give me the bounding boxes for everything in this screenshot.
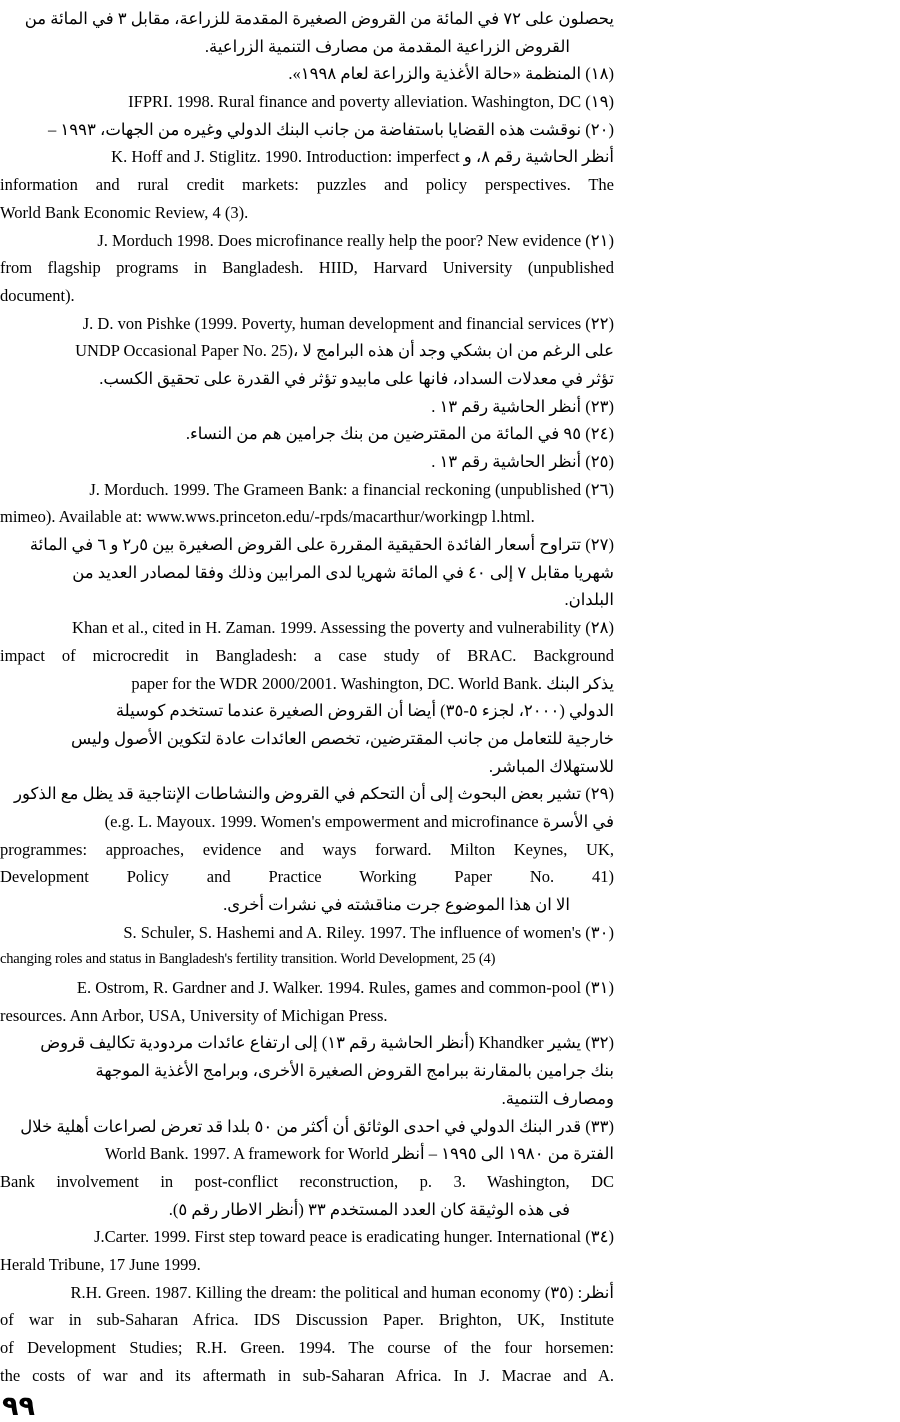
footnote-33: (٣٣) قدر البنك الدولي في احدى الوثائق أن أكثر من ٥٠ بلدا قد تعرض لصراعات أهلية خلال bbox=[20, 1116, 614, 1136]
page-number: ٩٩ bbox=[2, 1391, 35, 1422]
footnote-18: (١٨) المنظمة «حالة الأغذية والزراعة لعام ١٩٩٨». bbox=[288, 64, 614, 84]
text-line: الا ان هذا الموضوع جرت مناقشته في نشرات أخرى. bbox=[223, 895, 570, 914]
text-line: تؤثر في معدلات السداد، فانها على مابيدو تؤثر في القدرة على تحقيق الكسب. bbox=[99, 368, 614, 388]
text-line: ومصارف التنمية. bbox=[501, 1088, 614, 1108]
text-line: resources. Ann Arbor, USA, University of Michigan Press. bbox=[0, 1005, 388, 1025]
text-line: programmes: approaches, evidence and ways forward. Milton Keynes, UK, bbox=[0, 839, 614, 859]
text-line: information and rural credit markets: puzzles and policy perspectives. The bbox=[0, 175, 614, 195]
footnote-30: S. Schuler, S. Hashemi and A. Riley. 1997. The influence of women's (٣٠) bbox=[123, 922, 614, 942]
footnote-34: J.Carter. 1999. First step toward peace is eradicating hunger. International (٣٤) bbox=[94, 1227, 614, 1247]
text-line: changing roles and status in Bangladesh's fertility transition. World Development, 25 (4) bbox=[0, 951, 496, 968]
text-line: of Development Studies; R.H. Green. 1994. The course of the four horsemen: bbox=[0, 1338, 614, 1357]
footnote-25: (٢٥) أنظر الحاشية رقم ١٣ . bbox=[431, 452, 614, 471]
text-line: UNDP Occasional Paper No. 25)، على الرغم من ان بشكي وجد أن هذه البرامج لا bbox=[75, 341, 614, 361]
footnote-26: J. Morduch. 1999. The Grameen Bank: a financial reckoning (unpublished (٢٦) bbox=[89, 479, 614, 499]
text-line: بنك جرامين بالمقارنة ببرامج القروض الصغيرة الأخرى، وبرامج الأغذية الموجهة bbox=[95, 1061, 614, 1081]
footnote-27: (٢٧) تتراوح أسعار الفائدة الحقيقية المقررة على القروض الصغيرة بين ٥ر٢ و ٦ في المائة bbox=[29, 535, 614, 555]
footnote-20: (٢٠) نوقشت هذه القضايا باستفاضة من جانب البنك الدولي وغيره من الجهات، ١٩٩٣ – bbox=[48, 119, 614, 139]
footnote-19: IFPRI. 1998. Rural finance and poverty alleviation. Washington, DC (١٩) bbox=[128, 92, 614, 112]
text-line: البلدان. bbox=[564, 590, 614, 610]
text-line: World Bank Economic Review, 4 (3). bbox=[0, 202, 249, 222]
text-line: فى هذه الوثيقة كان العدد المستخدم ٣٣ (أنظر الاطار رقم ٥). bbox=[168, 1199, 570, 1219]
footnote-35: R.H. Green. 1987. Killing the dream: the political and human economy أنظر: (٣٥) bbox=[70, 1282, 614, 1302]
text-line: mimeo). Available at: www.wws.princeton.edu/-rpds/macarthur/workingp l.html. bbox=[0, 507, 535, 527]
text-line: (e.g. L. Mayoux. 1999. Women's empowerment and microfinance في الأسرة bbox=[104, 811, 614, 831]
text-line: شهريا مقابل ٧ إلى ٤٠ في المائة شهريا لدى المرابين وذلك وفقا لمصادر العديد من bbox=[72, 562, 614, 582]
text-line: Bank involvement in post-conflict reconstruction, p. 3. Washington, DC bbox=[0, 1171, 614, 1191]
text-line: K. Hoff and J. Stiglitz. 1990. Introduction: imperfect أنظر الحاشية رقم ٨، و bbox=[111, 147, 614, 167]
text-line: impact of microcredit in Bangladesh: a case study of BRAC. Background bbox=[0, 645, 614, 665]
text-line: paper for the WDR 2000/2001. Washington, DC. World Bank. يذكر البنك bbox=[131, 673, 614, 693]
text-line: القروض الزراعية المقدمة من مصارف التنمية الزراعية. bbox=[204, 36, 570, 56]
footnote-22: J. D. von Pishke (1999. Poverty, human development and financial services (٢٢) bbox=[82, 313, 614, 333]
footnote-24: (٢٤) ٩٥ في المائة من المقترضين من بنك جرامين هم من النساء. bbox=[185, 424, 614, 444]
footnote-28: Khan et al., cited in H. Zaman. 1999. Assessing the poverty and vulnerability (٢٨) bbox=[72, 618, 614, 638]
text-line: خارجية للتعامل من جانب المقترضين، تخصص العائدات عادة لتكوين الأصول وليس bbox=[70, 728, 614, 748]
footnote-31: E. Ostrom, R. Gardner and J. Walker. 1994. Rules, games and common-pool (٣١) bbox=[76, 978, 614, 998]
footnotes-column bbox=[0, 5, 614, 1389]
text-line: الدولي (٢٠٠٠، لجزء ٥-٣٥) أيضا أن القروض الصغيرة عندما تستخدم كوسيلة bbox=[115, 701, 614, 721]
text-line: from flagship programs in Bangladesh. HIID, Harvard University (unpublished bbox=[0, 258, 614, 278]
footnote-21: J. Morduch 1998. Does microfinance really help the poor? New evidence (٢١) bbox=[97, 230, 614, 250]
text-line: World Bank. 1997. A framework for World الفترة من ١٩٨٠ الى ١٩٩٥ – أنظر bbox=[104, 1144, 614, 1164]
text-line: document). bbox=[0, 285, 75, 305]
footnote-29: (٢٩) تشير بعض البحوث إلى أن التحكم في القروض والنشاطات الإنتاجية قد يظل مع الذكور bbox=[14, 784, 614, 804]
text-line: للاستهلاك المباشر. bbox=[488, 756, 614, 776]
footnote-32: (٣٢) يشير Khandker (أنظر الحاشية رقم ١٣) إلى ارتفاع عائدات مردودية تكاليف قروض bbox=[40, 1033, 614, 1053]
text-line: Herald Tribune, 17 June 1999. bbox=[0, 1254, 201, 1274]
text-line: Development Policy and Practice Working Paper No. 41) bbox=[0, 867, 614, 887]
text-line: the costs of war and its aftermath in sub-Saharan Africa. In J. Macrae and A. bbox=[0, 1365, 614, 1385]
text-line: يحصلون على ٧٢ في المائة من القروض الصغيرة المقدمة للزراعة، مقابل ٣ في المائة من bbox=[24, 9, 614, 28]
footnote-23: (٢٣) أنظر الحاشية رقم ١٣ . bbox=[431, 396, 614, 416]
text-line: of war in sub-Saharan Africa. IDS Discussion Paper. Brighton, UK, Institute bbox=[0, 1310, 614, 1330]
